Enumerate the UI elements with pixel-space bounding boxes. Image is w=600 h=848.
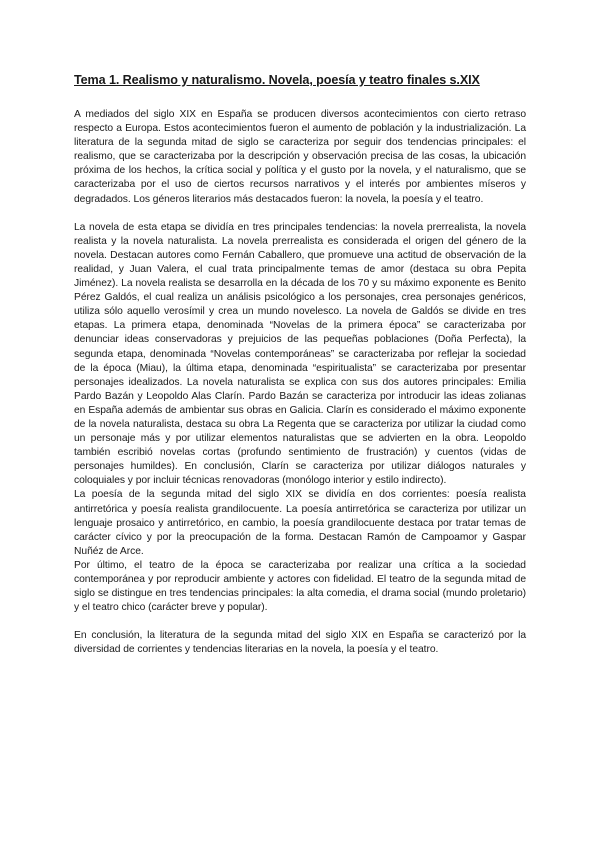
document-title: Tema 1. Realismo y naturalismo. Novela, poesía y teatro finales s.XIX — [74, 73, 480, 87]
paragraph-gap — [74, 207, 526, 221]
paragraph-novela: La novela de esta etapa se dividía en tres principales tendencias: la novela prerrealista, la novela realista y la novela naturalista. La novela prerrealista es considerada el origen del género de la novela. Destacan autores como Fernán Caballero, que promueve una actitud de observación de la realidad, y Juan Valera, el cual trata principalmente temas de amor (destaca su obra Pepita Jiménez). La novela realista se desarrolla en la década de los 70 y su máximo exponente es Benito Pérez Galdós, el cual realiza un análisis psicológico a los personajes, crea personajes genéricos, utiliza sólo aquello verosímil y crea un mundo novelesco. La novela de Galdós se divide en tres etapas. La primera etapa, denominada “Novelas de la primera época” se caracterizaba por denunciar ideas conservadoras y prejuicios de las pequeñas poblaciones (Doña Perfecta), la segunda etapa, denominada “Novelas contemporáneas” se caracterizaba por reflejar la sociedad de la época (Miau), la última etapa, denominada “espiritualista” se caracterizaba por presentar personajes idealizados. La novela naturalista se explica con sus dos autores principales: Emilia Pardo Bazán y Leopoldo Alas Clarín. Pardo Bazán se caracteriza por introducir las ideas zolianas en España además de ambientar sus obras en Galicia. Clarín es considerado el máximo exponente de la novela naturalista, destaca su obra La Regenta que se caracteriza por utilizar la ciudad como un personaje más y por utilizar elementos naturalistas que se advierten en la obra. Leopoldo también escribió novelas cortas (profundo sentimiento de frustración) y cuentos (vidas de personajes humildes). En conclusión, Clarín se caracteriza por utilizar diálogos naturales y coloquiales y por incluir técnicas renovadoras (monólogo interior y estilo indirecto). — [74, 221, 526, 487]
paragraph-poesia: La poesía de la segunda mitad del siglo XIX se dividía en dos corrientes: poesía realista antirretórica y poesía realista grandilocuente. La poesía antirretórica se caracteriza por utilizar un lenguaje prosaico y antirretórico, en cambio, la poesía grandilocuente destaca por tratar temas de carácter cívico y por la preocupación de la forma. Destacan Ramón de Campoamor y Gaspar Nuñéz de Arce. — [74, 489, 526, 557]
document-content — [74, 72, 526, 657]
paragraph-gap — [74, 615, 526, 629]
paragraph-teatro: Por último, el teatro de la época se caracterizaba por realizar una crítica a la sociedad contemporánea y por reproducir ambiente y actores con fidelidad. El teatro de la segunda mitad de siglo se distingue en tres tendencias principales: la alta comedia, el drama social (mundo proletario) y el teatro chico (carácter breve y popular). — [74, 559, 526, 614]
paragraph-intro: A mediados del siglo XIX en España se producen diversos acontecimientos con cierto retraso respecto a Europa. Estos acontecimientos fueron el aumento de población y la industrialización. La literatura de la segunda mitad de siglo se caracteriza por seguir dos tendencias principales: el realismo, que se caracterizaba por la descripción y observación precisa de las cosas, la ubicación próxima de los hechos, la crítica social y política y el gusto por la novela, y el naturalismo, que se caracterizaba por el uso de ciertos recursos narrativos y el interés por ambientes míseros y degradados. Los géneros literarios más destacados fueron: la novela, la poesía y el teatro. — [74, 109, 526, 205]
paragraph-conclusion: En conclusión, la literatura de la segunda mitad del siglo XIX en España se caracterizó por la diversidad de corrientes y tendencias literarias en la novela, la poesía y el teatro. — [74, 630, 526, 656]
